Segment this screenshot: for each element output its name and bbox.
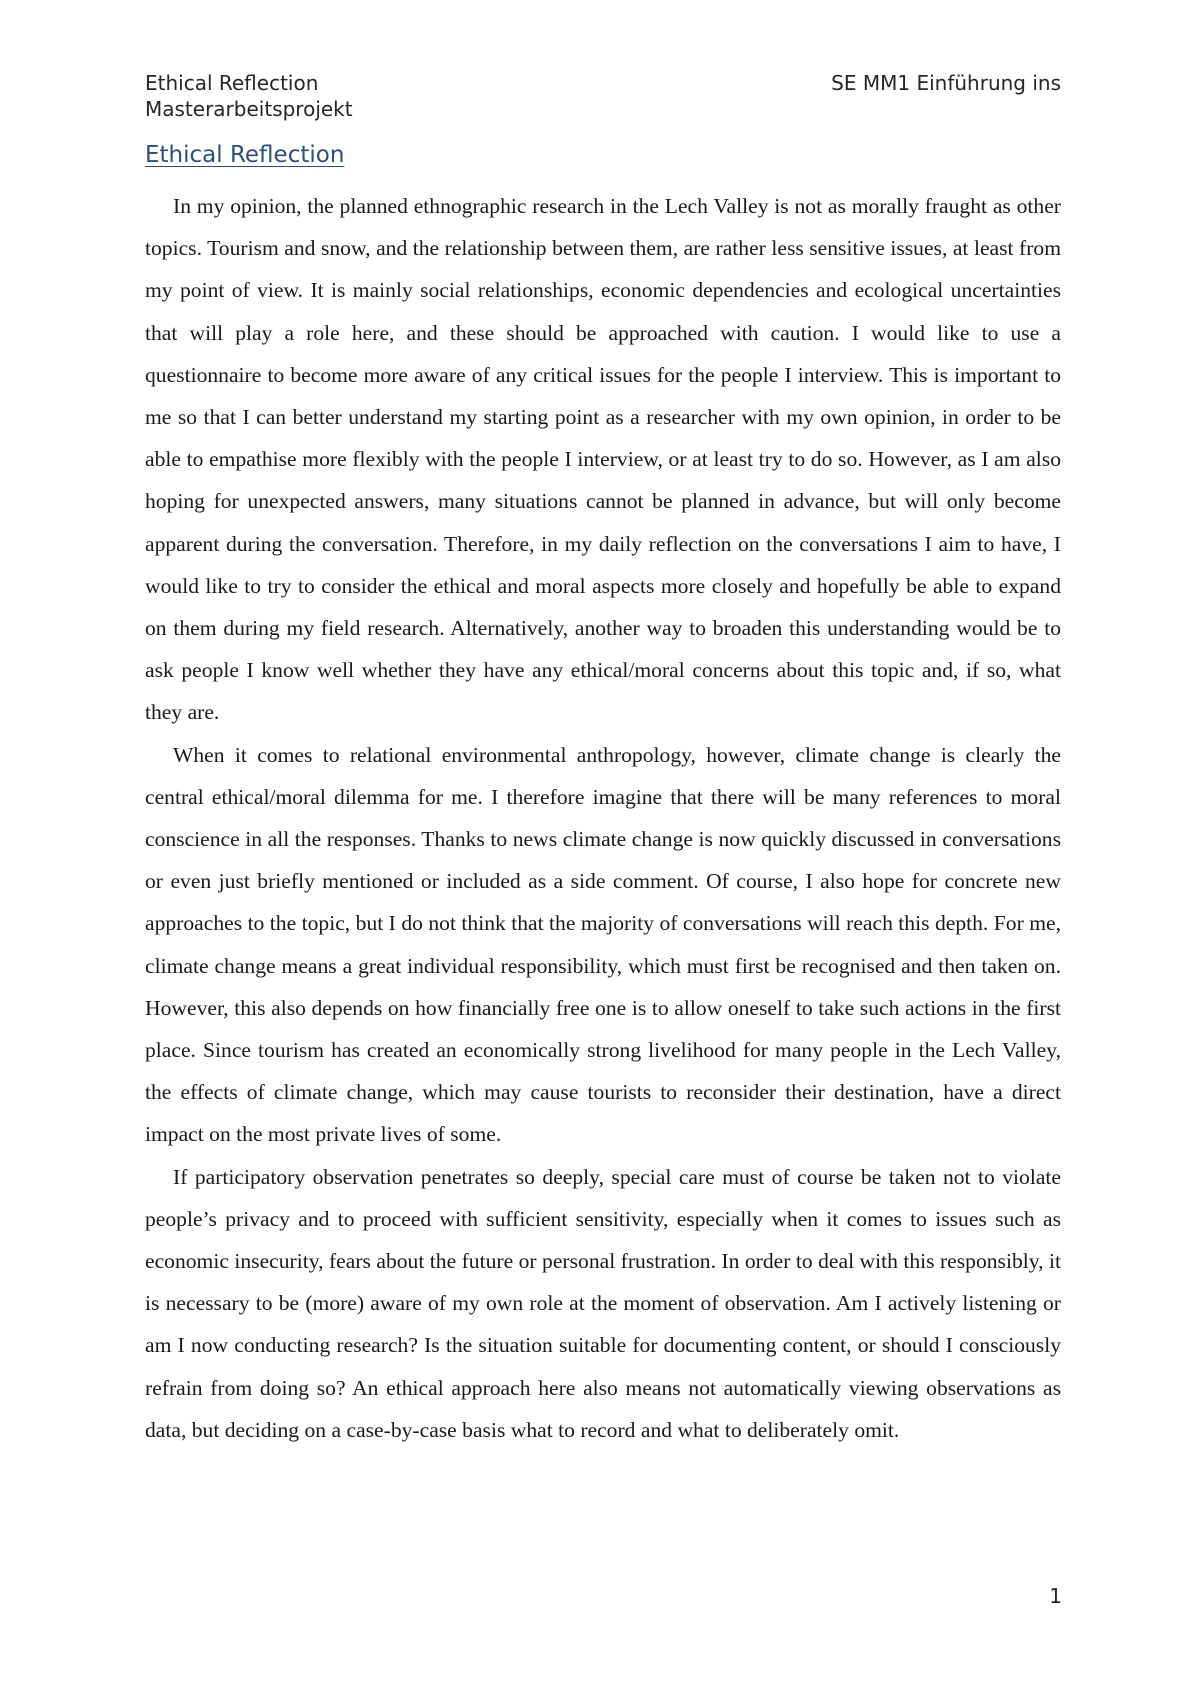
running-header (145, 70, 1061, 122)
page-number: 1 (1049, 1584, 1062, 1608)
paragraph-1: In my opinion, the planned ethnographic research in the Lech Valley is not as morally fraught as other topics. Tourism and snow, and the relationship between them, are rather less sensitive issues, at least from my point of view. It is mainly social relationships, economic dependencies and ecological uncertainties that will play a role here, and these should be approached with caution. I would like to use a questionnaire to become more aware of any critical issues for the people I interview. This is important to me so that I can better understand my starting point as a researcher with my own opinion, in order to be able to empathise more flexibly with the people I interview, or at least try to do so. However, as I am also hoping for unexpected answers, many situations cannot be planned in advance, but will only become apparent during the conversation. Therefore, in my daily reflection on the conversations I aim to have, I would like to try to consider the ethical and moral aspects more closely and hopefully be able to expand on them during my field research. Alternatively, another way to broaden this understanding would be to ask people I know well whether they have any ethical/moral concerns about this topic and, if so, what they are. (145, 194, 1061, 725)
body-text (145, 185, 1061, 1451)
header-right-course: SE MM1 Einführung ins (831, 71, 1061, 95)
header-left-title: Ethical Reflection (145, 71, 319, 95)
header-course-continued: Masterarbeitsprojekt (145, 97, 353, 121)
paragraph-2: When it comes to relational environmental anthropology, however, climate change is clearly the central ethical/moral dilemma for me. I therefore imagine that there will be many references to moral conscience in all the responses. Thanks to news climate change is now quickly discussed in conversations or even just briefly mentioned or included as a side comment. Of course, I also hope for concrete new approaches to the topic, but I do not think that the majority of conversations will reach this depth. For me, climate change means a great individual responsibility, which must first be recognised and then taken on. However, this also depends on how financially free one is to allow oneself to take such actions in the first place. Since tourism has created an economically strong livelihood for many people in the Lech Valley, the effects of climate change, which may cause tourists to reconsider their destination, have a direct impact on the most private lives of some. (145, 742, 1061, 1147)
section-heading: Ethical Reflection (145, 142, 345, 168)
paragraph-3: If participatory observation penetrates so deeply, special care must of course be taken not to violate people’s privacy and to proceed with sufficient sensitivity, especially when it comes to issues such as economic insecurity, fears about the future or personal frustration. In order to deal with this responsibly, it is necessary to be (more) aware of my own role at the moment of observation. Am I actively listening or am I now conducting research? Is the situation suitable for documenting content, or should I consciously refrain from doing so? An ethical approach here also means not automatically viewing observations as data, but deciding on a case-by-case basis what to record and what to deliberately omit. (145, 1164, 1061, 1442)
